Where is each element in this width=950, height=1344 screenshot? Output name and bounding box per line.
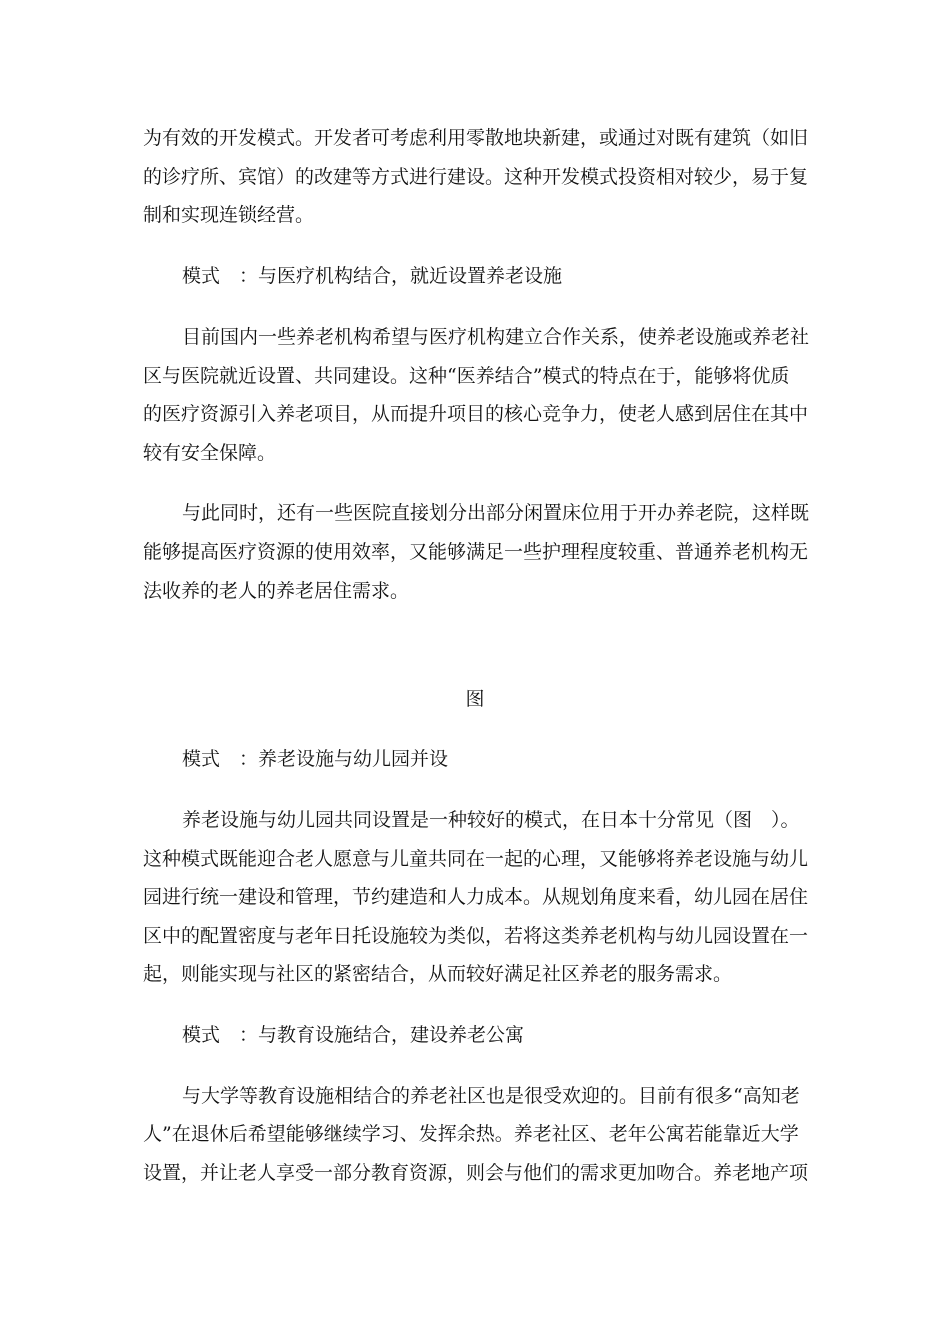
para5-line-2: 人”在退休后希望能够继续学习、发挥余热。养老社区、老年公寓若能靠近大学: [143, 1123, 799, 1145]
para4-line-4: 区中的配置密度与老年日托设施较为类似，若将这类养老机构与幼儿园设置在一: [143, 925, 809, 947]
mode-heading-medical: 模式 ：与医疗机构结合，就近设置养老设施: [182, 265, 563, 287]
figure-caption: 图: [465, 688, 485, 710]
para4-line-5: 起，则能实现与社区的紧密结合，从而较好满足社区养老的服务需求。: [143, 963, 733, 985]
para3-line-1: 与此同时，还有一些医院直接划分出部分闲置床位用于开办养老院，这样既: [182, 502, 810, 524]
para5-line-3: 设置，并让老人享受一部分教育资源，则会与他们的需求更加吻合。养老地产项: [143, 1162, 809, 1184]
para2-line-3: 的医疗资源引入养老项目，从而提升项目的核心竞争力，使老人感到居住在其中: [143, 403, 809, 425]
para2-line-1: 目前国内一些养老机构希望与医疗机构建立合作关系，使养老设施或养老社: [182, 326, 810, 348]
para3-line-2: 能够提高医疗资源的使用效率，又能够满足一些护理程度较重、普通养老机构无: [143, 541, 809, 563]
para1-line-2: 的诊疗所、宾馆）的改建等方式进行建设。这种开发模式投资相对较少，易于复: [143, 166, 809, 188]
para1-line-1: 为有效的开发模式。开发者可考虑利用零散地块新建，或通过对既有建筑（如旧: [143, 127, 809, 149]
para5-line-1: 与大学等教育设施相结合的养老社区也是很受欢迎的。目前有很多“高知老: [182, 1085, 800, 1107]
para1-line-3: 制和实现连锁经营。: [143, 204, 315, 226]
mode-heading-kindergarten: 模式 ：养老设施与幼儿园并设: [182, 748, 449, 770]
para2-line-4: 较有安全保障。: [143, 442, 277, 464]
para3-line-3: 法收养的老人的养老居住需求。: [143, 580, 410, 602]
para2-line-2: 区与医院就近设置、共同建设。这种“医养结合”模式的特点在于，能够将优质: [143, 365, 790, 387]
para4-line-3: 园进行统一建设和管理，节约建造和人力成本。从规划角度来看，幼儿园在居住: [143, 886, 809, 908]
para4-line-2: 这种模式既能迎合老人愿意与儿童共同在一起的心理，又能够将养老设施与幼儿: [143, 848, 809, 870]
mode-heading-education: 模式 ：与教育设施结合，建设养老公寓: [182, 1024, 525, 1046]
para4-line-1: 养老设施与幼儿园共同设置是一种较好的模式，在日本十分常见（图 ）。: [182, 809, 800, 831]
